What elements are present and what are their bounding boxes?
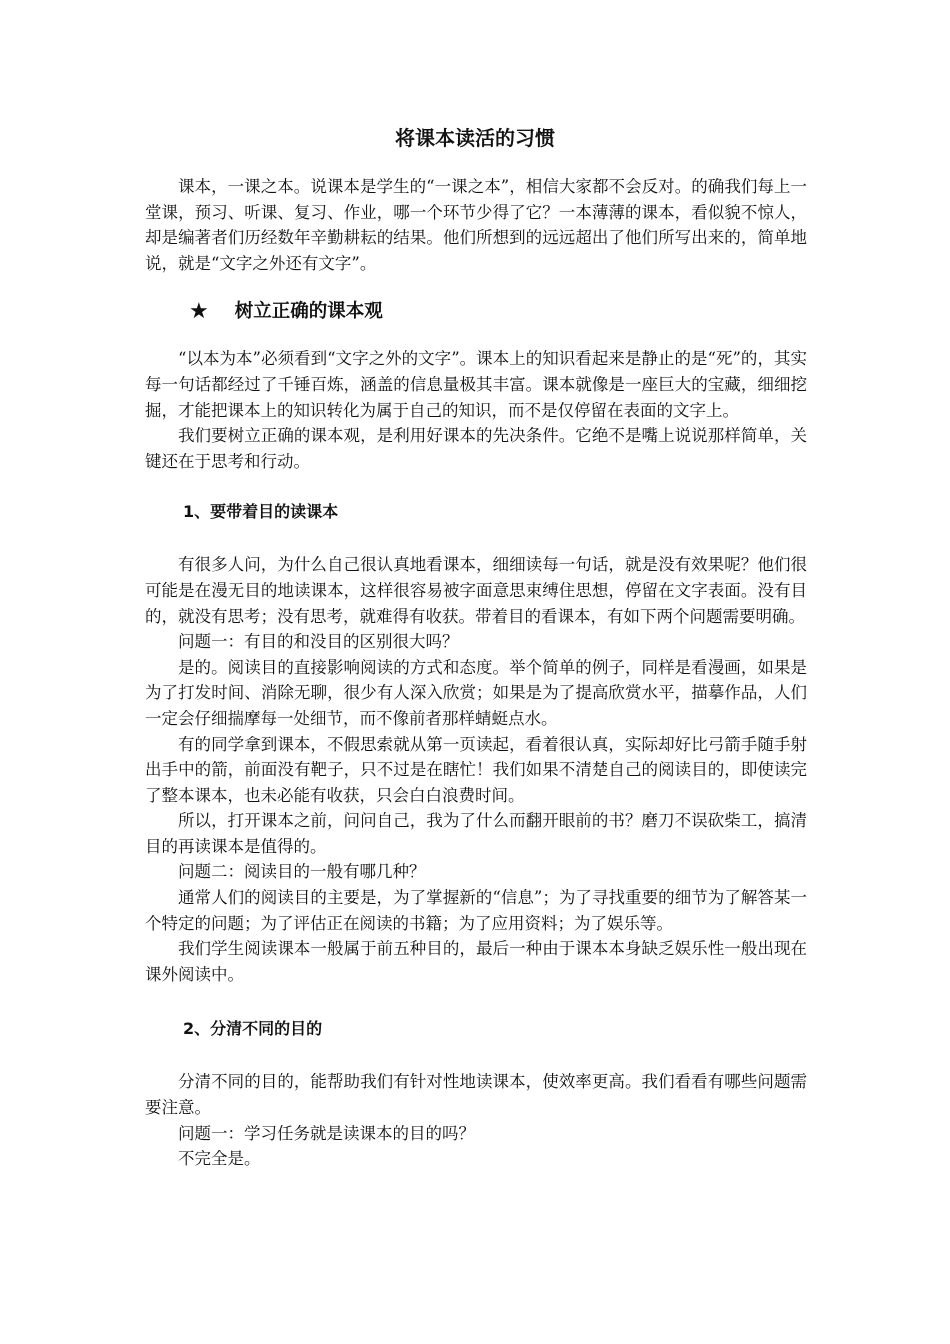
paragraph: 有很多人问，为什么自己很认真地看课本，细细读每一句话，就是没有效果呢？他们很可能是在漫无目的地读课本，这样很容易被字面意思束缚住思想，停留在文字表面。没有目的，就没有思考；没有思考，就难得有收获。带着目的看课本，有如下两个问题需要明确。 (145, 555, 807, 626)
intro-paragraph: 课本，一课之本。说课本是学生的“一课之本”，相信大家都不会反对。的确我们每上一堂课，预习、听课、复习、作业，哪一个环节少得了它？一本薄薄的课本，看似貌不惊人，却是编著者们历经数年辛勤耕耘的结果。他们所想到的远远超出了他们所写出来的，简单地说，就是“文字之外还有文字”。 (145, 177, 807, 273)
paragraph: 不完全是。 (178, 1149, 261, 1169)
paragraph: “以本为本”必须看到“文字之外的文字”。课本上的知识看起来是静止的是“死”的，其实每一句话都经过了千锤百炼，涵盖的信息量极其丰富。课本就像是一座巨大的宝藏，细细挖掘，才能把课本上的知识转化为属于自己的知识，而不是仅停留在表面的文字上。 (145, 349, 807, 420)
paragraph: 分清不同的目的，能帮助我们有针对性地读课本，使效率更高。我们看看有哪些问题需要注意。 (145, 1072, 807, 1118)
paragraph: 所以，打开课本之前，问问自己，我为了什么而翻开眼前的书？磨刀不误砍柴工，搞清目的再读课本是值得的。 (145, 811, 807, 856)
paragraph: 通常人们的阅读目的主要是，为了掌握新的“信息”；为了寻找重要的细节为了解答某一个特定的问题；为了评估正在阅读的书籍；为了应用资料；为了娱乐等。 (145, 888, 807, 933)
question-line: 问题一：有目的和没目的区别很大吗？ (178, 632, 459, 652)
paragraph: 我们要树立正确的课本观，是利用好课本的先决条件。它绝不是嘴上说说那样简单，关键还在于思考和行动。 (145, 426, 807, 471)
section-heading (145, 298, 807, 326)
subsection-heading-2: 2、分清不同的目的 (183, 1019, 323, 1039)
document-body (145, 174, 807, 1172)
document-title: 将课本读活的习惯 (395, 126, 555, 150)
question-line: 问题二：阅读目的一般有哪几种？ (178, 862, 426, 882)
paragraph: 有的同学拿到课本，不假思索就从第一页读起，看着很认真，实际却好比弓箭手随手射出手中的箭，前面没有靶子，只不过是在瞎忙！我们如果不清楚自己的阅读目的，即使读完了整本课本，也未必能有收获，只会白白浪费时间。 (145, 734, 807, 805)
subsection-heading-1: 1、要带着目的读课本 (183, 502, 339, 522)
paragraph: 是的。阅读目的直接影响阅读的方式和态度。举个简单的例子，同样是看漫画，如果是为了打发时间、消除无聊，很少有人深入欣赏；如果是为了提高欣赏水平，描摹作品，人们一定会仔细揣摩每一处细节，而不像前者那样蜻蜓点水。 (145, 657, 807, 728)
paragraph: 我们学生阅读课本一般属于前五种目的，最后一种由于课本本身缺乏娱乐性一般出现在课外阅读中。 (145, 939, 807, 984)
section-heading-text: 树立正确的课本观 (234, 301, 383, 323)
question-line: 问题一：学习任务就是读课本的目的吗？ (178, 1123, 475, 1143)
star-icon: ★ (189, 299, 209, 325)
